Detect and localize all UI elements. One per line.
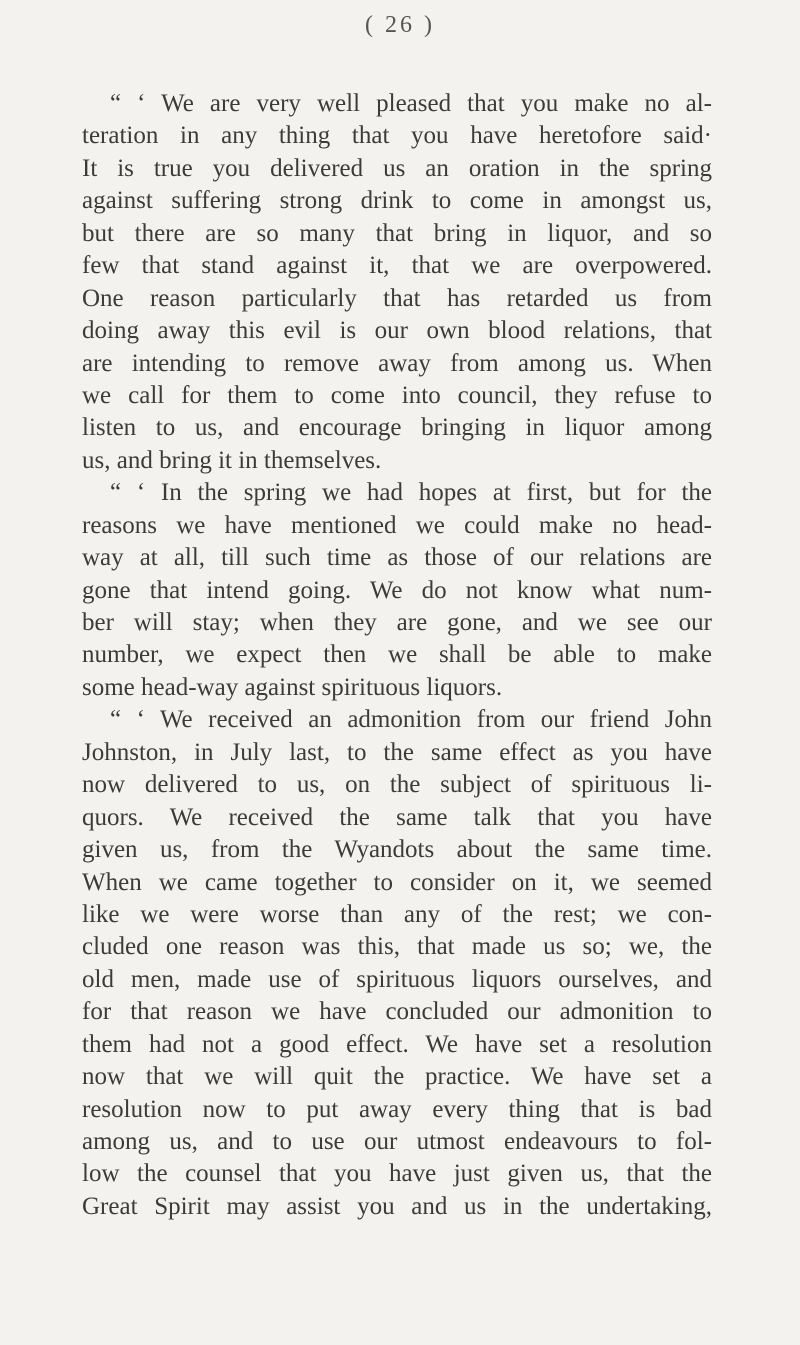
text-line: among us, and to use our utmost endeavours to fol- xyxy=(82,1128,712,1155)
text-line: When we came together to consider on it, we seemed xyxy=(82,868,712,896)
text-line: number, we expect then we shall be able to make xyxy=(82,641,712,669)
text-line: teration in any thing that you have heretofore said· xyxy=(82,122,712,150)
text-line: It is true you delivered us an oration in the spring xyxy=(82,154,712,182)
text-line: but there are so many that bring in liquor, and so xyxy=(82,219,712,247)
text-line: “ ‘ In the spring we had hopes at first, but for the xyxy=(110,479,712,507)
text-line: for that reason we have concluded our admonition to xyxy=(82,998,712,1026)
text-line: cluded one reason was this, that made us so; we, the xyxy=(82,933,712,961)
text-line: “ ‘ We received an admonition from our friend John xyxy=(110,706,712,734)
text-line: we call for them to come into council, they refuse to xyxy=(82,381,712,409)
text-line: way at all, till such time as those of our relations are xyxy=(82,544,712,572)
text-line: quors. We received the same talk that you have xyxy=(82,803,712,831)
text-line: against suffering strong drink to come in amongst us, xyxy=(82,187,712,215)
text-line: Johnston, in July last, to the same effect as you have xyxy=(82,738,712,766)
text-line: now delivered to us, on the subject of spirituous li- xyxy=(82,771,712,799)
text-line: few that stand against it, that we are overpowered. xyxy=(82,252,712,280)
text-line: some head-way against spirituous liquors. xyxy=(82,673,503,701)
text-line: doing away this evil is our own blood relations, that xyxy=(82,317,712,345)
text-line: gone that intend going. We do not know what num- xyxy=(82,576,712,604)
text-line: resolution now to put away every thing that is bad xyxy=(82,1095,712,1123)
text-line: old men, made use of spirituous liquors ourselves, and xyxy=(82,965,712,993)
text-line: like we were worse than any of the rest; we con- xyxy=(82,900,712,928)
text-line: Great Spirit may assist you and us in the undertaking, xyxy=(82,1192,712,1220)
text-line: are intending to remove away from among us. When xyxy=(82,349,712,377)
text-line: ber will stay; when they are gone, and we see our xyxy=(82,609,712,636)
text-line: given us, from the Wyandots about the same time. xyxy=(82,836,712,864)
text-line: low the counsel that you have just given us, that the xyxy=(82,1160,712,1188)
text-line: them had not a good effect. We have set a resolution xyxy=(82,1030,712,1058)
text-line: now that we will quit the practice. We have set a xyxy=(82,1063,712,1091)
text-line: One reason particularly that has retarded us from xyxy=(82,284,712,312)
text-line: reasons we have mentioned we could make no head- xyxy=(82,511,712,539)
page-number: ( 26 ) xyxy=(365,12,435,38)
text-line: “ ‘ We are very well pleased that you make no al- xyxy=(110,90,712,117)
text-line: us, and bring it in themselves. xyxy=(82,446,382,474)
text-line: listen to us, and encourage bringing in liquor among xyxy=(82,414,712,442)
body-text xyxy=(82,88,712,1223)
